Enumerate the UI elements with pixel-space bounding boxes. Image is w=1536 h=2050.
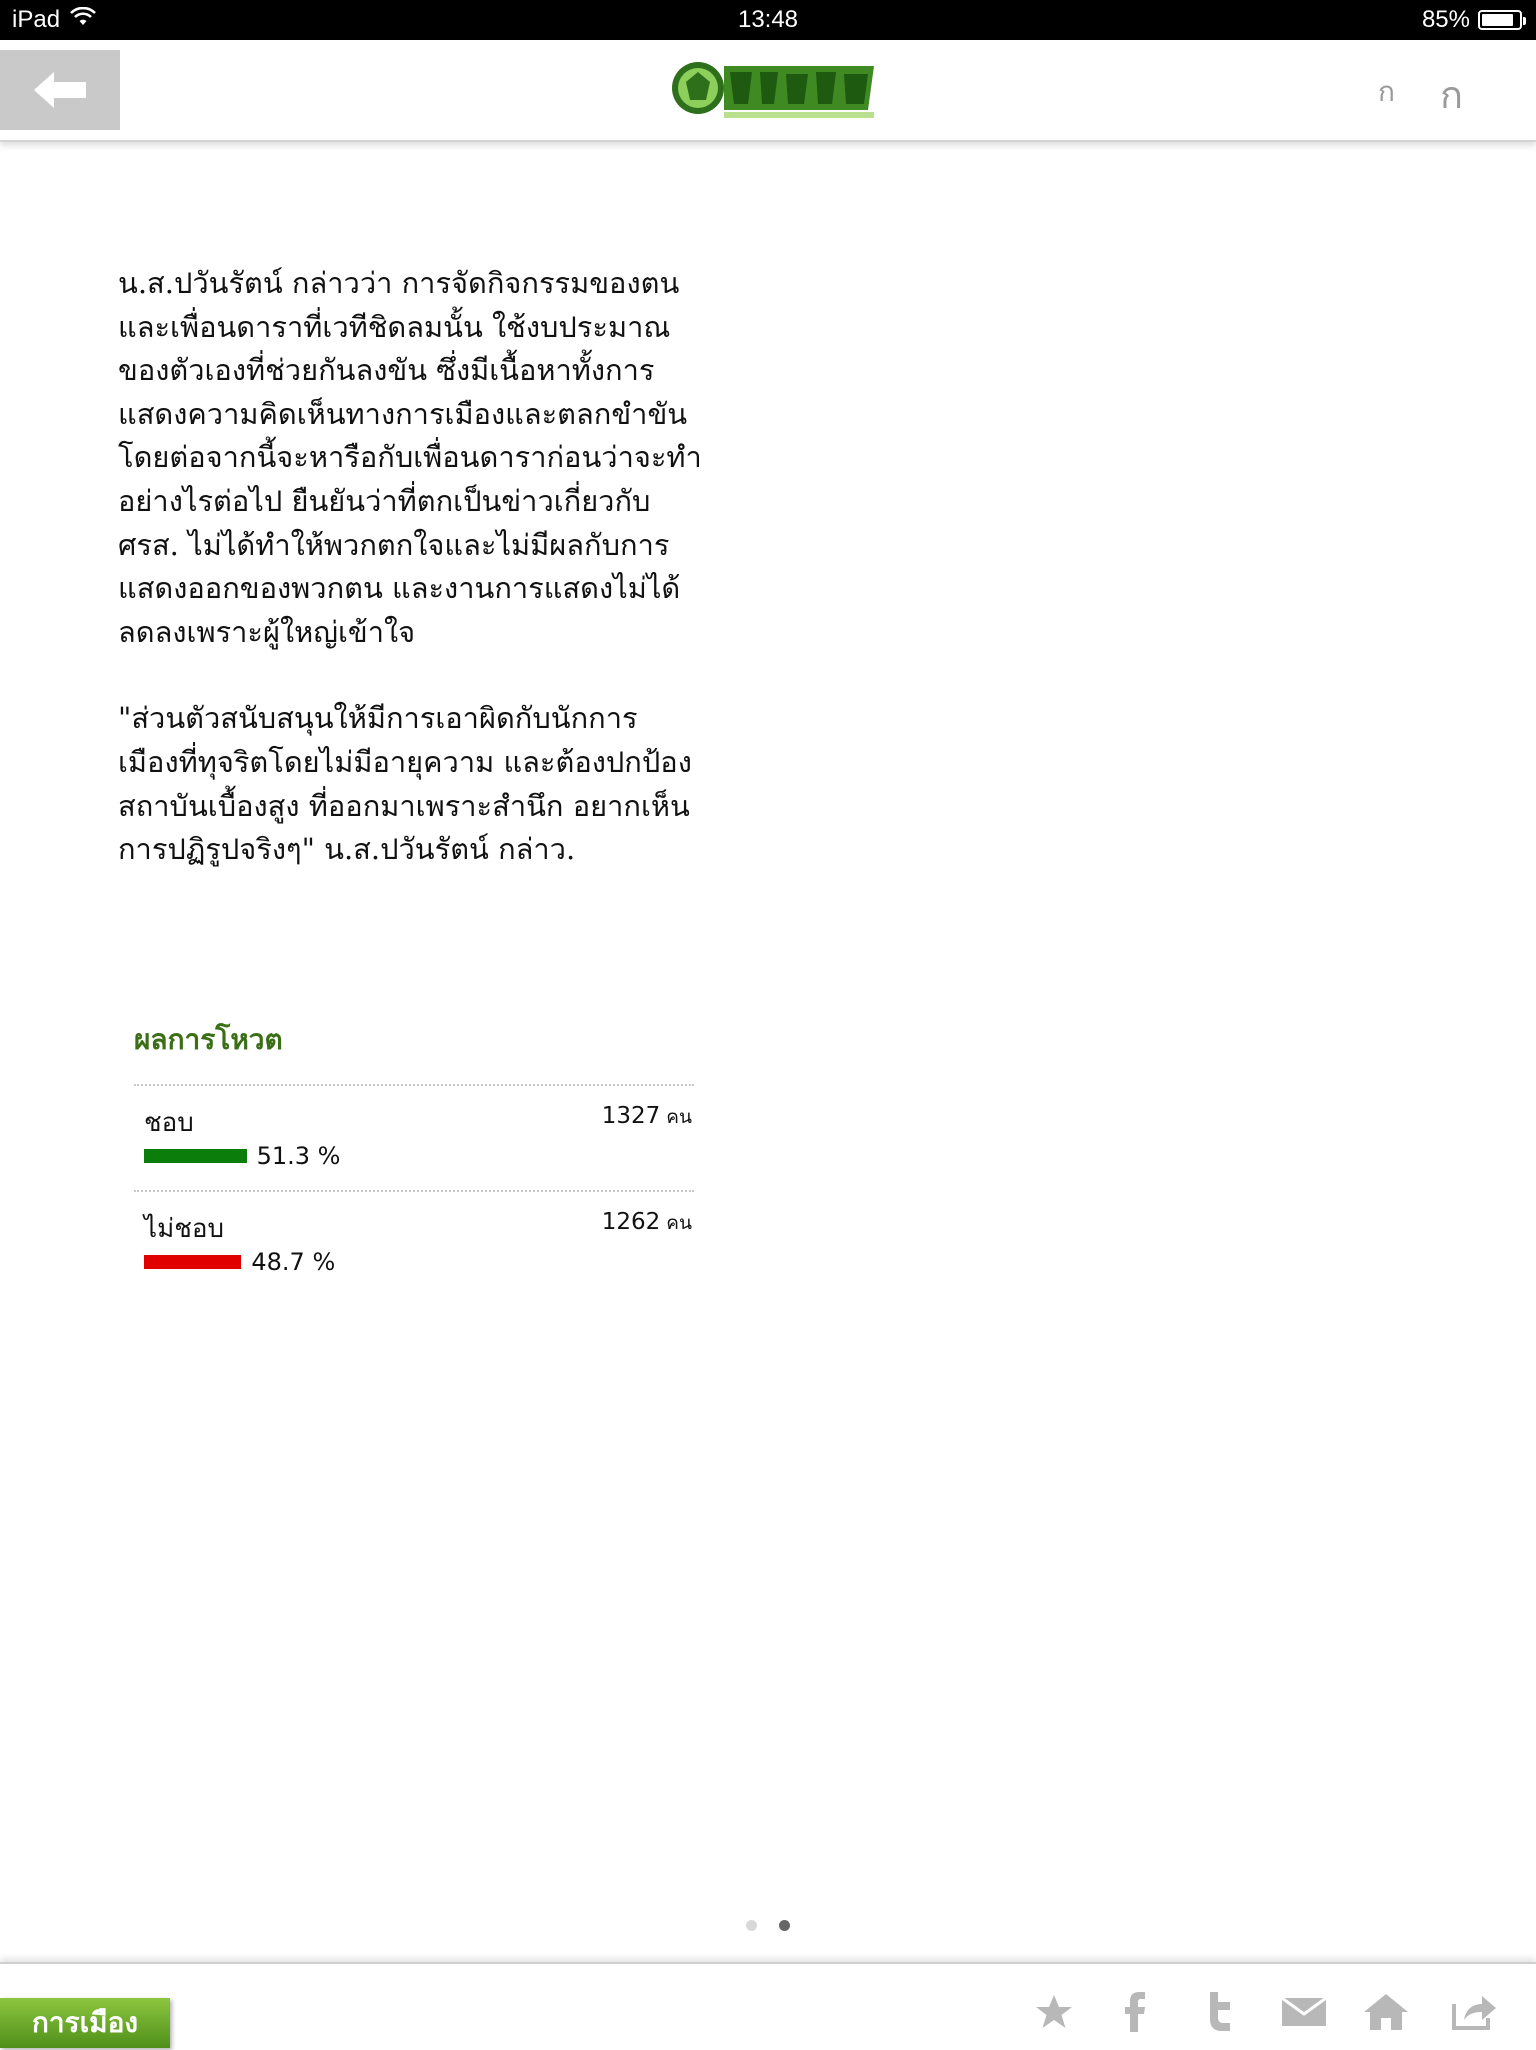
vote-percent: 51.3 % bbox=[256, 1142, 341, 1170]
twitter-icon[interactable] bbox=[1190, 1982, 1250, 2042]
back-arrow-icon bbox=[32, 70, 88, 110]
page-dot-2[interactable] bbox=[779, 1920, 790, 1931]
device-name: iPad bbox=[12, 6, 61, 33]
vote-count-unit: คน bbox=[666, 1212, 692, 1234]
battery-percent: 85% bbox=[1421, 6, 1470, 33]
vote-count-unit: คน bbox=[666, 1106, 692, 1128]
bottom-toolbar bbox=[0, 1962, 1536, 2050]
back-button[interactable] bbox=[0, 50, 120, 130]
status-bar bbox=[0, 0, 1536, 40]
vote-count bbox=[602, 1102, 692, 1132]
page-indicator[interactable] bbox=[746, 1920, 790, 1931]
home-icon[interactable] bbox=[1356, 1982, 1416, 2042]
vote-count-value: 1327 bbox=[601, 1103, 661, 1129]
category-tag[interactable]: การเมือง bbox=[0, 1998, 170, 2048]
vote-row-dislike bbox=[134, 1190, 694, 1296]
vote-count bbox=[602, 1208, 692, 1238]
vote-bar-like bbox=[144, 1149, 247, 1163]
vote-results bbox=[134, 1014, 694, 1296]
battery-icon bbox=[1478, 10, 1522, 30]
vote-row-like bbox=[134, 1084, 694, 1190]
vote-count-value: 1262 bbox=[601, 1209, 661, 1235]
vote-label: ชอบ bbox=[144, 1108, 194, 1138]
font-size-decrease-button[interactable]: ก bbox=[1378, 75, 1395, 108]
share-icon[interactable] bbox=[1444, 1982, 1504, 2042]
vote-title: ผลการโหวต bbox=[134, 1023, 283, 1056]
star-icon[interactable] bbox=[1024, 1982, 1084, 2042]
article-paragraph: น.ส.ปวันรัตน์ กล่าวว่า การจัดกิจกรรมของตน และเพื่อนดาราที่เวทีชิดลมนั้น ใช้งบประมาณ ของตัวเองที่ช่วยกันลงขัน ซึ่งมีเนื้อหาทั้งการ แสดงความคิดเห็นทางการเมืองและตลกขำขัน โดยต่อจากนี้จะหารือกับเพื่อนดาราก่อนว่าจะทำ อย่างไรต่อไป ยืนยันว่าที่ตกเป็นข่าวเกี่ยวกับ ศรส. ไม่ได้ทำให้พวกตกใจและไม่มีผลกับการ แสดงออกของพวกตน และงานการแสดงไม่ได้ ลดลงเพราะผู้ใหญ่เข้าใจ bbox=[118, 266, 702, 649]
facebook-icon[interactable] bbox=[1106, 1982, 1166, 2042]
article-paragraph: "ส่วนตัวสนับสนุนให้มีการเอาผิดกับนักการ เมืองที่ทุจริตโดยไม่มีอายุความ และต้องปกป้อง สถาบันเบื้องสูง ที่ออกมาเพราะสำนึก อยากเห็น การปฏิรูปจริงๆ" น.ส.ปวันรัตน์ กล่าว. bbox=[118, 701, 692, 867]
page-dot-1[interactable] bbox=[746, 1920, 757, 1931]
vote-percent: 48.7 % bbox=[251, 1248, 336, 1276]
font-size-increase-button[interactable]: ก bbox=[1440, 73, 1464, 117]
article-body bbox=[118, 262, 738, 915]
status-time: 13:48 bbox=[737, 6, 799, 33]
thairath-logo[interactable] bbox=[668, 52, 880, 124]
top-app-bar bbox=[0, 40, 1536, 142]
vote-bar-dislike bbox=[144, 1255, 241, 1269]
mail-icon[interactable] bbox=[1274, 1982, 1334, 2042]
vote-label: ไม่ชอบ bbox=[144, 1214, 224, 1244]
